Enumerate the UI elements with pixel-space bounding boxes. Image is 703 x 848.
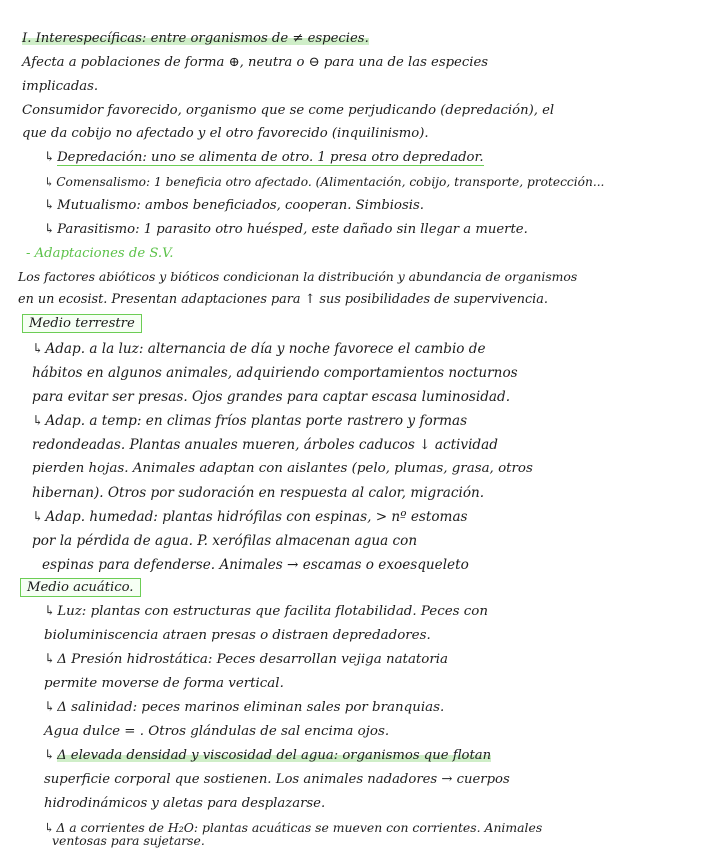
bullet-adap-humedad: ↳ Adap. humedad: plantas hidrófilas con espinas, > nº estomas xyxy=(32,509,468,525)
note-line: ventosas para sujetarse. xyxy=(52,833,205,848)
note-line: implicadas. xyxy=(22,79,99,94)
arrow-icon: ↳ xyxy=(44,700,56,715)
note-line: Consumidor favorecido, organismo que se come perjudicando (depredación), el xyxy=(22,103,555,118)
note-line: Afecta a poblaciones de forma ⊕, neutra o ⊖ para una de las especies xyxy=(22,55,489,70)
note-line: Agua dulce = . Otros glándulas de sal encima ojos. xyxy=(44,724,390,739)
bullet-parasitismo: ↳ Parasitismo: 1 parasito otro huésped, este dañado sin llegar a muerte. xyxy=(44,222,528,237)
note-line: por la pérdida de agua. P. xerófilas almacenan agua con xyxy=(32,533,418,549)
bullet-mutualismo: ↳ Mutualismo: ambos beneficiados, cooperan. Simbiosis. xyxy=(44,198,424,213)
note-line: que da cobijo no afectado y el otro favorecido (inquilinismo). xyxy=(22,126,429,141)
arrow-icon: ↳ xyxy=(44,198,56,213)
arrow-icon: ↳ xyxy=(44,150,56,165)
section-box-medio-terrestre: Medio terrestre xyxy=(22,314,703,333)
bullet-salinidad: ↳ Δ salinidad: peces marinos eliminan sales por branquias. xyxy=(44,700,445,715)
arrow-icon: ↳ xyxy=(32,413,44,429)
note-line: hibernan). Otros por sudoración en respuesta al calor, migración. xyxy=(32,485,485,501)
note-line: espinas para defenderse. Animales → escamas o exoesqueleto xyxy=(42,557,469,573)
section-heading-adaptaciones: - Adaptaciones de S.V. xyxy=(26,246,174,261)
arrow-icon: ↳ xyxy=(32,341,44,357)
note-line: pierden hojas. Animales adaptan con aislantes (pelo, plumas, grasa, otros xyxy=(32,461,533,476)
arrow-icon: ↳ xyxy=(44,748,56,763)
note-line: redondeadas. Plantas anuales mueren, árboles caducos ↓ actividad xyxy=(32,437,498,453)
bullet-adap-temp: ↳ Adap. a temp: en climas fríos plantas porte rastrero y formas xyxy=(32,413,468,429)
note-line: en un ecosist. Presentan adaptaciones para ↑ sus posibilidades de supervivencia. xyxy=(18,292,548,307)
arrow-icon: ↳ xyxy=(44,604,56,619)
note-line: hidrodinámicos y aletas para desplazarse. xyxy=(44,796,326,811)
arrow-icon: ↳ xyxy=(44,652,56,667)
note-line: bioluminiscencia atraen presas o distraen depredadores. xyxy=(44,628,431,643)
bullet-luz: ↳ Luz: plantas con estructuras que facilita flotabilidad. Peces con xyxy=(44,604,488,619)
note-line: hábitos en algunos animales, adquiriendo comportamientos nocturnos xyxy=(32,365,518,381)
bullet-adap-luz: ↳ Adap. a la luz: alternancia de día y noche favorece el cambio de xyxy=(32,341,486,357)
bullet-densidad: ↳ Δ elevada densidad y viscosidad del agua: organismos que flotan xyxy=(44,748,492,763)
note-line: superficie corporal que sostienen. Los animales nadadores → cuerpos xyxy=(44,772,510,787)
arrow-icon: ↳ xyxy=(44,175,55,189)
arrow-icon: ↳ xyxy=(44,820,55,835)
bullet-comensalismo: ↳ Comensalismo: 1 beneficia otro afectado. (Alimentación, cobijo, transporte, protección... xyxy=(44,175,605,189)
note-line: permite moverse de forma vertical. xyxy=(44,676,284,691)
arrow-icon: ↳ xyxy=(44,222,56,237)
note-line: Los factores abióticos y bióticos condicionan la distribución y abundancia de organismos xyxy=(18,269,578,284)
note-line: para evitar ser presas. Ojos grandes para captar escasa luminosidad. xyxy=(32,389,511,405)
bullet-presion: ↳ Δ Presión hidrostática: Peces desarrollan vejiga natatoria xyxy=(44,652,449,667)
bullet-depredacion: ↳ Depredación: uno se alimenta de otro. 1 presa otro depredador. xyxy=(44,150,484,165)
arrow-icon: ↳ xyxy=(32,509,44,525)
section-box-medio-acuatico: Medio acuático. xyxy=(20,578,703,597)
note-line: I. Interespecíficas: entre organismos de ≠ especies. xyxy=(22,31,369,46)
bullet-corrientes: ↳ Δ a corrientes de H₂O: plantas acuáticas se mueven con corrientes. Animales xyxy=(44,820,543,835)
